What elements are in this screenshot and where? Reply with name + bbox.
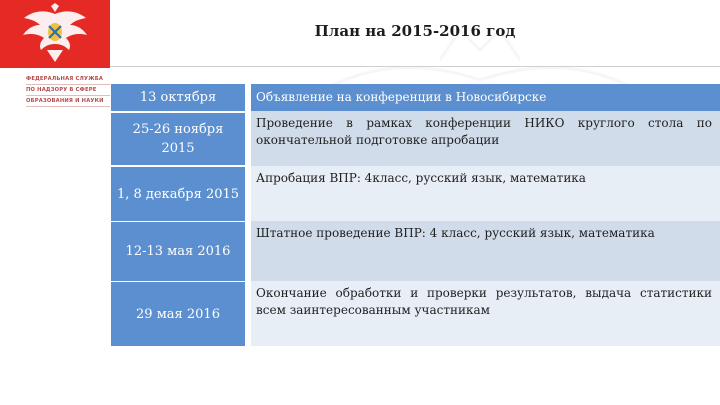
description-cell: Апробация ВПР: 4класс, русский язык, математика [251, 166, 720, 221]
date-cell: 12-13 мая 2016 [111, 221, 245, 281]
agency-line-3: ОБРАЗОВАНИЯ И НАУКИ [26, 96, 110, 107]
description-cell: Штатное проведение ВПР: 4 класс, русский язык, математика [251, 221, 720, 281]
table-row [111, 221, 720, 281]
table-row [111, 166, 720, 221]
date-cell: 13 октября [111, 84, 245, 111]
table-row [111, 84, 720, 111]
header-divider [110, 66, 720, 67]
date-cell: 1, 8 декабря 2015 [111, 166, 245, 221]
schedule-table [111, 84, 720, 346]
description-cell: Окончание обработки и проверки результатов, выдача статистики всем заинтересованным участникам [251, 281, 720, 346]
page-title: План на 2015-2016 год [314, 22, 516, 40]
table-row [111, 111, 720, 166]
agency-line-2: ПО НАДЗОРУ В СФЕРЕ [26, 85, 110, 96]
logo-panel [0, 0, 110, 68]
description-cell: Проведение в рамках конференции НИКО круглого стола по окончательной подготовке апробации [251, 111, 720, 166]
date-cell: 29 мая 2016 [111, 281, 245, 346]
double-headed-eagle-icon [20, 2, 90, 66]
agency-line-1: ФЕДЕРАЛЬНАЯ СЛУЖБА [26, 74, 110, 85]
table-row [111, 281, 720, 346]
description-cell: Объявление на конференции в Новосибирске [251, 84, 720, 111]
agency-name [26, 74, 110, 107]
date-cell: 25-26 ноября 2015 [111, 111, 245, 166]
